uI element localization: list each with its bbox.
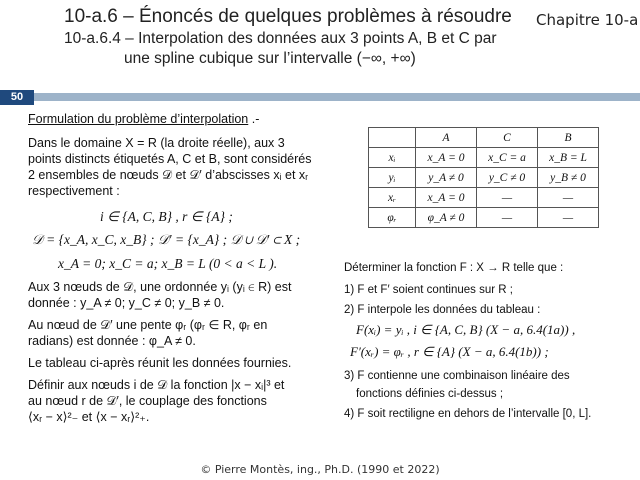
section-subtitle-line1: 10-a.6.4 – Interpolation des données aux 3 points A, B et C par (64, 30, 497, 47)
table-cell: y_B ≠ 0 (538, 168, 599, 188)
para2-line1: Aux 3 nœuds de 𝒟, une ordonnée yᵢ (yᵢ ∈ R) est (28, 280, 292, 294)
left-heading-suffix: .- (251, 112, 260, 126)
table-header-cell: A (416, 128, 477, 148)
para3-line2: radians) est donnée : φ_A ≠ 0. (28, 334, 196, 348)
table-header-row (369, 128, 599, 148)
left-line-1: Dans le domaine X = R (la droite réelle), aux 3 (28, 136, 285, 150)
right-item3-line2: fonctions définies ci-dessus ; (356, 388, 504, 400)
table-cell: xᵢ (369, 148, 416, 168)
para5-line2: au nœud r de 𝒟′, le couplage des fonctions (28, 394, 267, 408)
right-item1: 1) F et F′ soient continues sur R ; (344, 284, 513, 296)
page-title: 10-a.6 – Énoncés de quelques problèmes à résoudre (64, 6, 512, 27)
table-cell: — (538, 188, 599, 208)
left-line-3: 2 ensembles de nœuds 𝒟 et 𝒟′ d’abscisses xᵢ et xᵣ (28, 168, 309, 182)
data-table (368, 127, 599, 228)
para2-line2: donnée : y_A ≠ 0; y_C ≠ 0; y_B ≠ 0. (28, 296, 225, 310)
left-line-2: points distincts étiquetés A, C et B, sont considérés (28, 152, 312, 166)
right-item2: 2) F interpole les données du tableau : (344, 304, 541, 316)
table-header-cell: C (477, 128, 538, 148)
table-header-cell (369, 128, 416, 148)
table-cell: x_A = 0 (416, 188, 477, 208)
left-heading: Formulation du problème d’interpolation (28, 112, 249, 126)
chapter-label: Chapitre 10-a (536, 11, 639, 29)
equation-slope: F′(xᵣ) = φᵣ , r ∈ {A} (X − a, 6.4(1b)) ; (350, 344, 549, 359)
para5-line1: Définir aux nœuds i de 𝒟 la fonction |x − xᵢ|³ et (28, 378, 285, 392)
para4: Le tableau ci-après réunit les données fournies. (28, 356, 292, 370)
table-cell: yᵢ (369, 168, 416, 188)
table-row (369, 188, 599, 208)
table-cell: xᵣ (369, 188, 416, 208)
section-subtitle-line2: une spline cubique sur l’intervalle (−∞, +∞) (124, 50, 416, 67)
page-number-badge: 50 (0, 90, 34, 105)
para3-line1: Au nœud de 𝒟′ une pente φᵣ (φᵣ ∈ R, φᵣ en (28, 318, 268, 332)
table-cell: — (477, 208, 538, 228)
para5-line3: ⟨xᵣ − x⟩²₋ et ⟨x − xᵣ⟩²₊. (28, 410, 150, 424)
table-row (369, 148, 599, 168)
left-heading-line (28, 112, 259, 127)
table-cell: x_C = a (477, 148, 538, 168)
table-row (369, 168, 599, 188)
table-row (369, 208, 599, 228)
table-cell: — (477, 188, 538, 208)
right-intro: Déterminer la fonction F : X → R telle que : (344, 262, 564, 274)
table-header-cell: B (538, 128, 599, 148)
table-cell: — (538, 208, 599, 228)
right-item3-line1: 3) F contienne une combinaison linéaire des (344, 370, 570, 382)
table-cell: x_A = 0 (416, 148, 477, 168)
table-cell: x_B = L (538, 148, 599, 168)
table-cell: φ_A ≠ 0 (416, 208, 477, 228)
equation-interpolation: F(xᵢ) = yᵢ , i ∈ {A, C, B} (X − a, 6.4(1a)) , (356, 322, 576, 337)
equation-node-abscissas: x_A = 0; x_C = a; x_B = L (0 < a < L ). (58, 256, 278, 271)
footer-copyright: © Pierre Montès, ing., Ph.D. (1990 et 2022) (200, 463, 440, 476)
equation-node-sets: 𝒟 = {x_A, x_C, x_B} ; 𝒟′ = {x_A} ; 𝒟 ∪ 𝒟′ ⊂ X ; (32, 232, 301, 247)
table-cell: φᵣ (369, 208, 416, 228)
right-item4: 4) F soit rectiligne en dehors de l’intervalle [0, L]. (344, 408, 592, 420)
left-line-4: respectivement : (28, 184, 120, 198)
table-cell: y_A ≠ 0 (416, 168, 477, 188)
equation-index-sets: i ∈ {A, C, B} , r ∈ {A} ; (100, 209, 233, 224)
header-band (0, 93, 640, 101)
table-cell: y_C ≠ 0 (477, 168, 538, 188)
